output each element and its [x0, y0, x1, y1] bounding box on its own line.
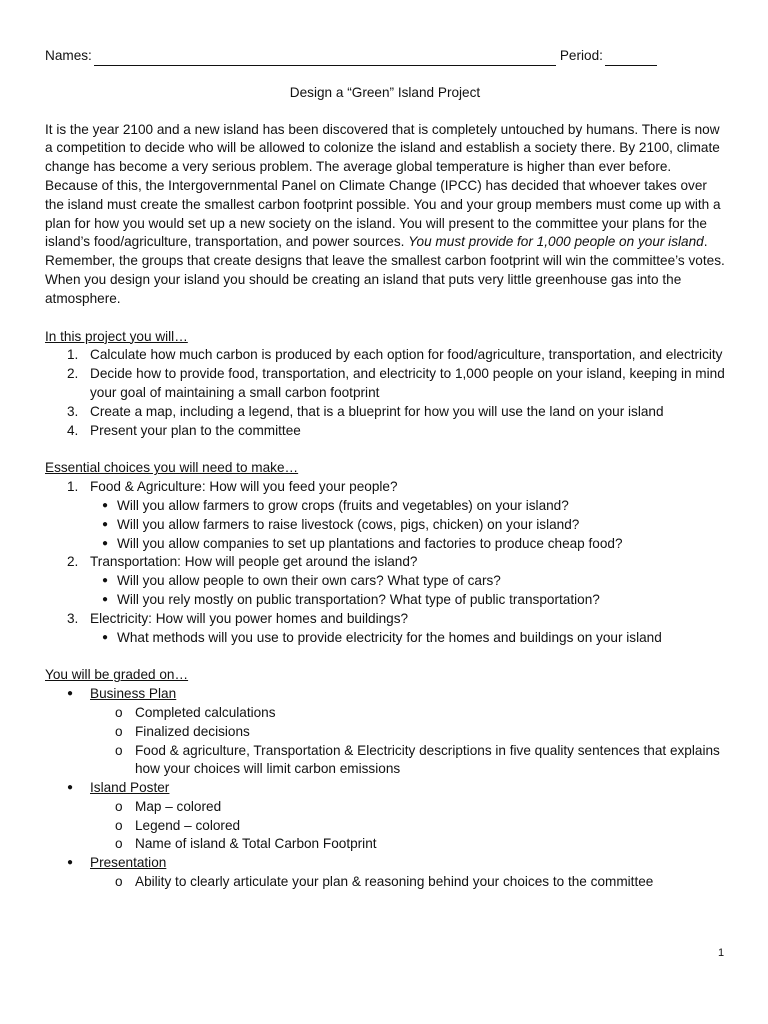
intro-text-2: . Remember, the groups that create designs that leave the smallest carbon footprint will win the committee’s votes. When you design your island you should be creating an island that puts very little greenhouse gas into the atmosphere.	[45, 234, 725, 306]
names-period-line	[45, 47, 725, 66]
island-poster-subs	[45, 798, 725, 854]
bullet-icon: ●	[67, 688, 74, 700]
circle-bullet-icon: o	[115, 742, 123, 758]
intro-italic-text: You must provide for 1,000 people on your island	[408, 234, 704, 250]
list-item	[45, 553, 725, 572]
names-label: Names:	[45, 48, 92, 63]
presentation-subs	[45, 873, 725, 892]
bullet-icon: ●	[102, 537, 109, 549]
item-text: Present your plan to the committee	[90, 422, 301, 438]
circle-bullet-icon: o	[115, 817, 123, 833]
list-item	[45, 516, 725, 535]
grade-item-business-plan	[45, 685, 725, 704]
project-heading: In this project you will…	[45, 328, 188, 344]
item-number: 1.	[67, 347, 79, 363]
item-number: 1.	[67, 479, 79, 495]
item-text: Food & Agriculture: How will you feed your people?	[90, 479, 398, 495]
list-item	[45, 629, 725, 648]
bullet-icon: ●	[102, 518, 109, 530]
list-item	[45, 873, 725, 892]
circle-bullet-icon: o	[115, 874, 123, 890]
choices-list	[45, 610, 725, 629]
period-label: Period:	[559, 48, 603, 63]
item-text: Will you allow people to own their own cars? What type of cars?	[117, 573, 501, 589]
item-text: Name of island & Total Carbon Footprint	[135, 836, 377, 852]
electricity-questions	[45, 629, 725, 648]
item-text: Legend – colored	[135, 817, 241, 833]
item-text: Ability to clearly articulate your plan & reasoning behind your choices to the committee	[135, 874, 654, 890]
item-text: Create a map, including a legend, that is a blueprint for how you will use the land on your island	[90, 403, 664, 419]
choices-list	[45, 478, 725, 497]
page-number: 1	[718, 947, 725, 959]
grade-label: Island Poster	[90, 780, 170, 796]
list-item	[45, 591, 725, 610]
transport-questions	[45, 572, 725, 610]
choices-list	[45, 553, 725, 572]
item-text: Will you allow farmers to grow crops (fruits and vegetables) on your island?	[117, 497, 569, 513]
list-item	[45, 723, 725, 742]
list-item	[45, 817, 725, 836]
item-text: Electricity: How will you power homes and buildings?	[90, 610, 409, 626]
list-item	[45, 704, 725, 723]
item-text: Will you rely mostly on public transportation? What type of public transportation?	[117, 591, 600, 607]
list-item	[45, 346, 725, 365]
list-item	[45, 535, 725, 554]
item-number: 3.	[67, 610, 79, 626]
item-text: Finalized decisions	[135, 723, 250, 739]
business-plan-subs	[45, 704, 725, 779]
period-blank[interactable]	[605, 51, 657, 66]
page-title: Design a “Green” Island Project	[289, 84, 481, 100]
bullet-icon: ●	[67, 857, 74, 869]
bullet-icon: ●	[102, 593, 109, 605]
item-text: Will you allow farmers to raise livestock (cows, pigs, chicken) on your island?	[117, 516, 580, 532]
item-text: Decide how to provide food, transportation, and electricity to 1,000 people on your island, keeping in mind your goal of maintaining a small carbon footprint	[90, 366, 725, 400]
item-number: 3.	[67, 403, 79, 419]
item-number: 4.	[67, 422, 79, 438]
grade-item-island-poster	[45, 779, 725, 798]
intro-text-1: It is the year 2100 and a new island has been discovered that is completely untouched by humans. There is now a competition to decide who will be allowed to colonize the island and establish a society there. By 2100, climate change has become a very serious problem. The average global temperature is higher than ever before. Because of this, the Intergovernmental Panel on Climate Change (IPCC) has decided that whoever takes over the island must create the smallest carbon footprint possible. You and your group members must come up with a plan for how you would set up a new society on the island. You will present to the committee your plans for the island’s food/agriculture, transportation, and power sources.	[45, 121, 721, 250]
list-item	[45, 422, 725, 441]
item-number: 2.	[67, 554, 79, 570]
circle-bullet-icon: o	[115, 704, 123, 720]
list-item	[45, 742, 725, 780]
item-text: Map – colored	[135, 798, 222, 814]
item-text: What methods will you use to provide electricity for the homes and buildings on your island	[117, 629, 662, 645]
list-item	[45, 835, 725, 854]
list-item	[45, 365, 725, 403]
graded-heading: You will be graded on…	[45, 667, 189, 683]
list-item	[45, 497, 725, 516]
list-item	[45, 610, 725, 629]
list-item	[45, 798, 725, 817]
document-page	[45, 47, 725, 892]
food-questions	[45, 497, 725, 553]
item-text: Will you allow companies to set up plantations and factories to produce cheap food?	[117, 535, 623, 551]
choices-heading: Essential choices you will need to make…	[45, 460, 299, 476]
grade-label: Business Plan	[90, 686, 177, 702]
grade-item-presentation	[45, 854, 725, 873]
list-item	[45, 572, 725, 591]
bullet-icon: ●	[102, 499, 109, 511]
item-number: 2.	[67, 366, 79, 382]
circle-bullet-icon: o	[115, 723, 123, 739]
intro-paragraph	[45, 121, 725, 309]
bullet-icon: ●	[102, 575, 109, 587]
item-text: Transportation: How will people get around the island?	[90, 554, 418, 570]
item-text: Completed calculations	[135, 704, 276, 720]
project-list	[45, 346, 725, 440]
circle-bullet-icon: o	[115, 798, 123, 814]
bullet-icon: ●	[67, 782, 74, 794]
list-item	[45, 478, 725, 497]
item-text: Food & agriculture, Transportation & Electricity descriptions in five quality sentences that explains how your choices will limit carbon emissions	[135, 742, 720, 777]
list-item	[45, 403, 725, 422]
item-text: Calculate how much carbon is produced by each option for food/agriculture, transportation, and electricity	[90, 347, 723, 363]
names-blank[interactable]	[94, 51, 556, 66]
grade-label: Presentation	[90, 855, 167, 871]
circle-bullet-icon: o	[115, 836, 123, 852]
bullet-icon: ●	[102, 631, 109, 643]
